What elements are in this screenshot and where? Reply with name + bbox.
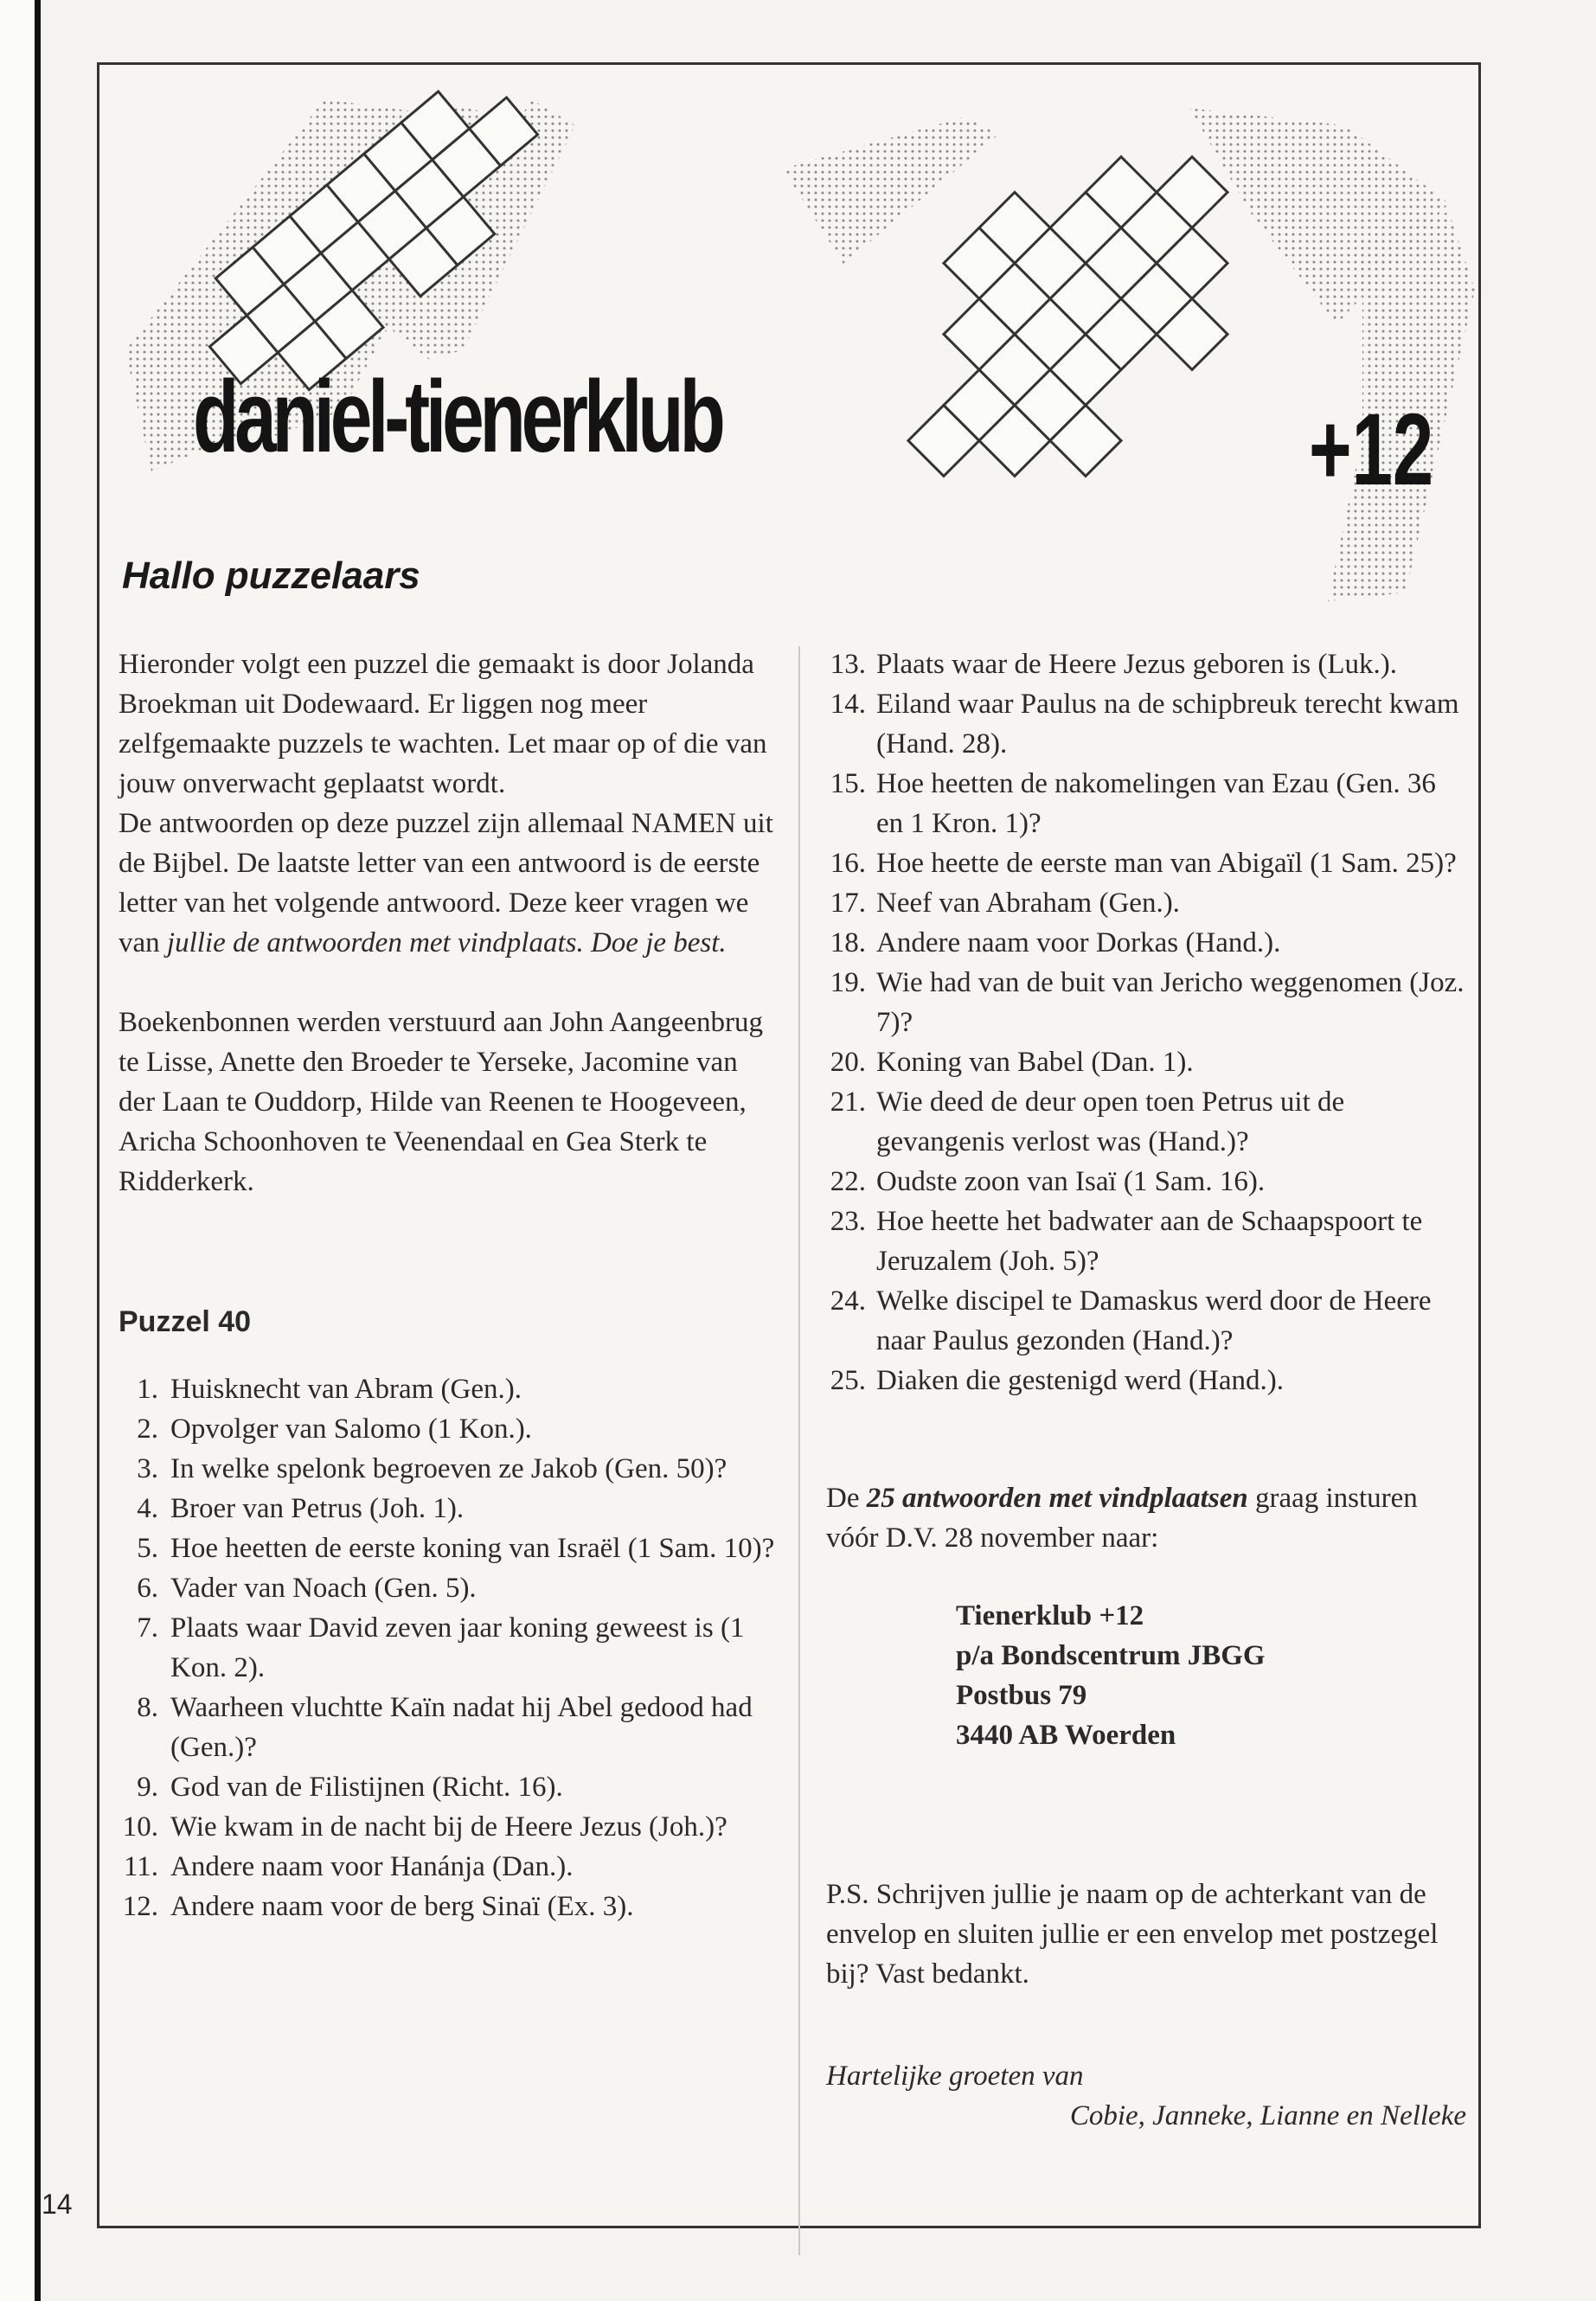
question-item [826,883,1466,923]
question-text: Plaats waar David zeven jaar koning geweest is (1 Kon. 2). [170,1612,745,1683]
question-item [826,1042,1466,1082]
question-number: 16. [830,848,866,879]
question-text: Welke discipel te Damaskus werd door de Heere naar Paulus gezonden (Hand.)? [876,1285,1432,1356]
question-item [826,1361,1466,1400]
question-item [826,963,1466,1042]
question-number: 17. [830,888,866,919]
puzzle-heading: Puzzel 40 [119,1305,252,1338]
mailing-address [956,1596,1466,1755]
question-text: Hoe heette de eerste man van Abigaïl (1 Sam. 25)? [876,848,1457,879]
address-line: Postbus 79 [956,1680,1087,1711]
question-number: 12. [122,1891,158,1922]
question-number: 25. [830,1365,866,1396]
address-line: Tienerklub +12 [956,1600,1144,1631]
question-number: 14. [830,689,866,720]
question-item [119,1688,776,1767]
question-number: 10. [122,1811,158,1843]
intro-emphasis: jullie de antwoorden met vindplaats. Doe je best. [166,927,727,958]
page-frame [97,62,1481,2228]
question-text: Koning van Babel (Dan. 1). [876,1047,1194,1078]
question-text: Eiland waar Paulus na de schipbreuk terecht kwam (Hand. 28). [876,689,1459,760]
question-number: 19. [830,967,866,998]
send-text-bold: 25 antwoorden met vindplaatsen [866,1483,1248,1514]
binding-margin [0,0,38,2301]
question-text: Waarheen vluchtte Kaïn nadat hij Abel gedood had (Gen.)? [170,1692,753,1763]
question-item [119,1767,776,1807]
column-divider [798,646,800,2255]
question-number: 9. [137,1772,158,1803]
binding-edge [35,0,41,2301]
question-number: 11. [123,1851,158,1882]
question-item [119,1369,776,1409]
question-number: 21. [830,1086,866,1118]
intro-paragraph [119,644,776,963]
address-line: p/a Bondscentrum JBGG [956,1640,1266,1671]
question-list-left [119,1369,776,1926]
question-text: Broer van Petrus (Joh. 1). [170,1493,465,1524]
question-number: 18. [830,927,866,958]
question-number: 8. [137,1692,158,1723]
closing-greeting: Hartelijke groeten van [826,2061,1084,2092]
question-text: Hoe heetten de nakomelingen van Ezau (Gen. 36 en 1 Kron. 1)? [876,768,1436,839]
question-item [826,1281,1466,1361]
question-item [826,843,1466,883]
question-text: God van de Filistijnen (Richt. 16). [170,1772,563,1803]
question-number: 1. [137,1374,158,1405]
question-number: 6. [137,1573,158,1604]
question-number: 3. [137,1453,158,1484]
question-number: 24. [830,1285,866,1317]
question-item [119,1529,776,1568]
question-number: 20. [830,1047,866,1078]
question-text: Plaats waar de Heere Jezus geboren is (Luk.). [876,649,1398,680]
question-item [119,1608,776,1688]
question-number: 7. [137,1612,158,1644]
question-item [826,1162,1466,1202]
send-text-after: graag insturen vóór D.V. 28 november naar: [826,1483,1418,1554]
question-text: Opvolger van Salomo (1 Kon.). [170,1413,532,1445]
intro-text-1: Hieronder volgt een puzzel die gemaakt is door Jolanda Broekman uit Dodewaard. Er liggen nog meer zelfgemaakte puzzels te wachten. Let maar op of die van jouw onverwacht geplaatst wordt. [119,649,767,799]
question-text: Hoe heette het badwater aan de Schaapspoort te Jeruzalem (Joh. 5)? [876,1206,1423,1277]
question-text: Oudste zoon van Isaï (1 Sam. 16). [876,1166,1266,1197]
intro-text-2: De antwoorden op deze puzzel zijn allemaal NAMEN uit de Bijbel. De laatste letter van een antwoord is de eerste letter van het volgende antwoord. Deze keer vragen we van [119,808,773,958]
send-text-before: De [826,1483,867,1514]
question-text: Andere naam voor Dorkas (Hand.). [876,927,1281,958]
question-item [119,1847,776,1887]
question-item [119,1887,776,1926]
closing-names: Cobie, Janneke, Lianne en Nelleke [1069,2100,1466,2131]
left-column [119,644,776,1926]
question-item [119,1568,776,1608]
question-text: Andere naam voor de berg Sinaï (Ex. 3). [170,1891,634,1922]
question-item [826,923,1466,963]
right-column [826,644,1466,2136]
question-text: Wie deed de deur open toen Petrus uit de gevangenis verlost was (Hand.)? [876,1086,1345,1157]
question-item [826,684,1466,764]
question-item [119,1409,776,1449]
send-instructions [826,1478,1466,1558]
postscript: P.S. Schrijven jullie je naam op de achterkant van de envelop en sluiten jullie er een envelop met postzegel bij? Vast bedankt. [826,1879,1439,1990]
address-line: 3440 AB Woerden [956,1720,1176,1751]
question-item [119,1449,776,1489]
book-vouchers-paragraph: Boekenbonnen werden verstuurd aan John Aangeenbrug te Lisse, Anette den Broeder te Yerseke, Jacomine van der Laan te Ouddorp, Hilde van Reenen te Hoogeveen, Aricha Schoonhoven te Veenendaal en Gea Sterk te Ridderkerk. [119,1007,764,1197]
question-text: Wie had van de buit van Jericho weggenomen (Joz. 7)? [876,967,1465,1038]
question-item [826,1202,1466,1281]
question-text: Wie kwam in de nacht bij de Heere Jezus (Joh.)? [170,1811,727,1843]
question-number: 5. [137,1533,158,1564]
question-number: 22. [830,1166,866,1197]
question-number: 4. [137,1493,158,1524]
question-text: Diaken die gestenigd werd (Hand.). [876,1365,1285,1396]
question-item [119,1807,776,1847]
question-number: 13. [830,649,866,680]
question-item [119,1489,776,1529]
question-text: Huisknecht van Abram (Gen.). [170,1374,522,1405]
question-item [826,1082,1466,1162]
greeting-heading: Hallo puzzelaars [122,554,420,597]
question-number: 15. [830,768,866,799]
club-title: daniel-tienerklub [193,360,721,474]
question-text: Hoe heetten de eerste koning van Israël (1 Sam. 10)? [170,1533,775,1564]
age-label: +12 [1309,393,1434,507]
question-text: Vader van Noach (Gen. 5). [170,1573,477,1604]
question-item [826,644,1466,684]
question-list-right [826,644,1466,1400]
question-item [826,764,1466,843]
question-text: Neef van Abraham (Gen.). [876,888,1180,919]
question-number: 2. [137,1413,158,1445]
question-text: Andere naam voor Hanánja (Dan.). [170,1851,574,1882]
question-text: In welke spelonk begroeven ze Jakob (Gen. 50)? [170,1453,727,1484]
page-number: 14 [42,2189,73,2220]
question-number: 23. [830,1206,866,1237]
header-decoration [99,65,1484,601]
